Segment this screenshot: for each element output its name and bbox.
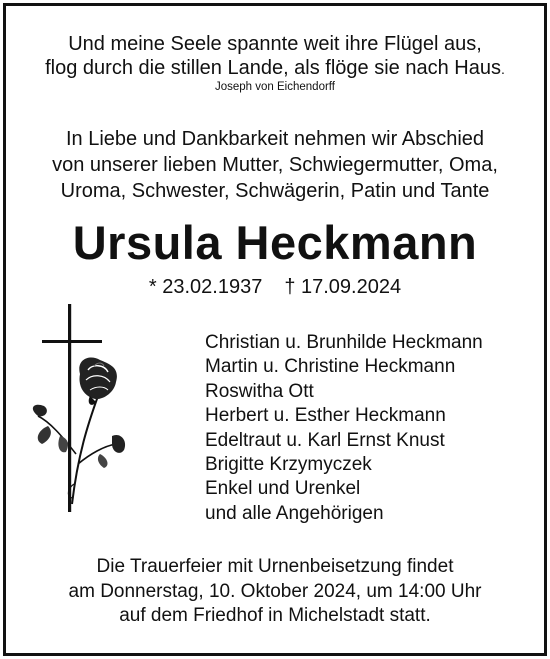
service-line-2: am Donnerstag, 10. Oktober 2024, um 14:00 Uhr — [68, 580, 482, 602]
life-dates — [0, 274, 550, 300]
poem-author: Joseph von Eichendorff — [215, 81, 335, 93]
list-item: Martin u. Christine Heckmann — [205, 356, 456, 378]
service-line-3: auf dem Friedhof in Michelstadt statt. — [119, 605, 431, 626]
death-date: † 17.09.2024 — [284, 276, 402, 298]
list-item: Edeltraut u. Karl Ernst Knust — [205, 429, 445, 451]
poem-quote — [0, 32, 550, 81]
poem-line-2 — [0, 56, 550, 81]
birth-date: * 23.02.1937 — [148, 276, 263, 298]
intro-text — [0, 126, 550, 204]
intro-line-2: von unserer lieben Mutter, Schwiegermutter, Oma, — [52, 154, 498, 176]
deceased-name: Ursula Heckmann — [72, 216, 478, 269]
list-item: Herbert u. Esther Heckmann — [205, 405, 446, 427]
poem-line-2-end: . — [500, 61, 505, 77]
list-item: Roswitha Ott — [205, 380, 314, 402]
list-item: Brigitte Krzymyczek — [205, 454, 372, 476]
service-line-1: Die Trauerfeier mit Urnenbeisetzung findet — [96, 556, 454, 577]
cross-and-rose-icon — [28, 304, 136, 514]
poem-line-1: Und meine Seele spannte weit ihre Flügel aus, — [68, 33, 482, 55]
service-info — [0, 555, 550, 629]
mourners-list — [205, 331, 535, 526]
list-item: Enkel und Urenkel — [205, 478, 361, 500]
list-item: und alle Angehörigen — [205, 502, 384, 524]
intro-line-1: In Liebe und Dankbarkeit nehmen wir Abschied — [65, 128, 485, 150]
list-item: Christian u. Brunhilde Heckmann — [205, 332, 483, 353]
poem-line-2-text: flog durch die stillen Lande, als flöge sie nach Haus — [45, 57, 501, 79]
intro-line-3: Uroma, Schwester, Schwägerin, Patin und Tante — [60, 180, 490, 202]
